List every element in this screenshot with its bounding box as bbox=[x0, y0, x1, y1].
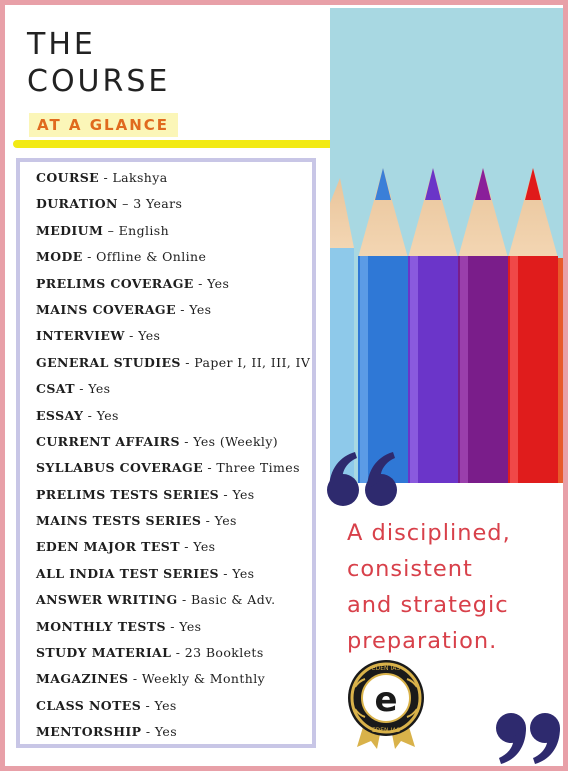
course-info-list bbox=[20, 162, 312, 751]
colored-pencils-image bbox=[330, 8, 565, 483]
info-label: ANSWER WRITING bbox=[36, 592, 178, 608]
info-row bbox=[36, 355, 312, 381]
info-separator: - bbox=[179, 539, 194, 555]
info-separator: - bbox=[203, 460, 217, 476]
info-label: COURSE bbox=[36, 170, 100, 185]
info-value: Yes bbox=[232, 565, 255, 581]
info-value: Yes bbox=[232, 486, 255, 502]
info-separator: - bbox=[141, 697, 155, 713]
heading-line-course: COURSE bbox=[27, 64, 171, 99]
info-row bbox=[36, 592, 312, 618]
info-separator: - bbox=[99, 170, 113, 185]
info-separator: - bbox=[193, 275, 208, 291]
info-label: CURRENT AFFAIRS bbox=[36, 433, 180, 449]
info-label: PRELIMS COVERAGE bbox=[36, 275, 194, 291]
info-separator: - bbox=[165, 618, 180, 634]
info-row bbox=[36, 487, 312, 513]
course-info-panel bbox=[16, 158, 316, 748]
eden-ias-seal-icon bbox=[345, 657, 427, 749]
heading-subtitle: AT A GLANCE bbox=[29, 113, 178, 137]
info-row bbox=[36, 460, 312, 486]
info-separator: - bbox=[177, 592, 191, 608]
info-label: ESSAY bbox=[36, 407, 84, 423]
info-separator: - bbox=[124, 328, 139, 344]
info-separator: - bbox=[219, 486, 233, 502]
heading-line-the: THE bbox=[27, 27, 96, 62]
info-row bbox=[36, 566, 312, 592]
info-value: Three Times bbox=[216, 460, 300, 476]
info-row bbox=[36, 408, 312, 434]
info-row bbox=[36, 645, 312, 671]
info-value: Basic & Adv. bbox=[190, 592, 276, 608]
info-label: ALL INDIA TEST SERIES bbox=[36, 565, 219, 581]
info-label: MODE bbox=[36, 249, 83, 265]
info-value: Yes bbox=[154, 697, 177, 713]
info-value: Yes bbox=[214, 513, 237, 529]
info-label: MEDIUM bbox=[36, 222, 104, 238]
info-row bbox=[36, 196, 312, 222]
info-label: GENERAL STUDIES bbox=[36, 354, 181, 370]
info-row bbox=[36, 302, 312, 328]
svg-text:EDEN IAS: EDEN IAS bbox=[371, 665, 401, 672]
info-value: Yes bbox=[193, 539, 216, 555]
info-value: Yes bbox=[138, 328, 161, 344]
info-separator: - bbox=[175, 301, 190, 317]
info-value: Yes (Weekly) bbox=[193, 433, 279, 449]
info-row bbox=[36, 381, 312, 407]
info-separator: - bbox=[128, 671, 142, 687]
info-value: Yes bbox=[189, 301, 212, 317]
info-row bbox=[36, 170, 312, 196]
info-value: 3 Years bbox=[133, 196, 183, 212]
info-separator: - bbox=[74, 381, 89, 397]
svg-text:e: e bbox=[374, 680, 398, 720]
info-label: MONTHLY TESTS bbox=[36, 618, 166, 634]
info-row bbox=[36, 513, 312, 539]
info-label: PRELIMS TESTS SERIES bbox=[36, 486, 220, 502]
info-value: 23 Booklets bbox=[184, 645, 264, 661]
info-label: STUDY MATERIAL bbox=[36, 645, 172, 661]
info-row bbox=[36, 539, 312, 565]
info-separator: – bbox=[117, 196, 134, 212]
info-row bbox=[36, 276, 312, 302]
info-separator: - bbox=[141, 724, 155, 740]
info-row bbox=[36, 434, 312, 460]
info-separator: - bbox=[179, 433, 194, 449]
info-value: Lakshya bbox=[112, 170, 168, 185]
info-row bbox=[36, 223, 312, 249]
info-row bbox=[36, 671, 312, 697]
info-value: Yes bbox=[154, 724, 178, 740]
info-value: Yes bbox=[88, 381, 111, 397]
info-label: CLASS NOTES bbox=[36, 697, 142, 713]
info-row bbox=[36, 328, 312, 354]
quote-text: A disciplined, consistent and strategic preparation. bbox=[347, 520, 511, 654]
info-label: MAINS COVERAGE bbox=[36, 301, 176, 317]
info-separator: - bbox=[218, 565, 233, 581]
info-separator: - bbox=[171, 645, 185, 661]
svg-text:EDEN IAS: EDEN IAS bbox=[371, 727, 401, 734]
info-row bbox=[36, 724, 312, 750]
info-label: MENTORSHIP bbox=[36, 724, 142, 740]
info-value: Yes bbox=[179, 618, 202, 634]
info-separator: - bbox=[180, 354, 195, 370]
info-row bbox=[36, 249, 312, 275]
info-separator: – bbox=[103, 222, 119, 238]
info-label: MAINS TESTS SERIES bbox=[36, 513, 202, 529]
info-label: EDEN MAJOR TEST bbox=[36, 539, 180, 555]
info-row bbox=[36, 698, 312, 724]
info-value: Paper I, II, III, IV bbox=[194, 354, 311, 370]
info-value: English bbox=[118, 222, 170, 238]
close-quote-icon bbox=[493, 710, 565, 765]
info-row bbox=[36, 619, 312, 645]
info-separator: - bbox=[83, 407, 97, 423]
info-separator: - bbox=[82, 249, 97, 265]
info-label: DURATION bbox=[36, 196, 118, 212]
open-quote-icon bbox=[325, 450, 405, 510]
info-value: Yes bbox=[96, 407, 119, 423]
info-label: INTERVIEW bbox=[36, 328, 125, 344]
info-label: MAGAZINES bbox=[36, 671, 129, 687]
info-value: Weekly & Monthly bbox=[141, 671, 266, 687]
info-label: SYLLABUS COVERAGE bbox=[36, 460, 204, 476]
pencil-orange-edge bbox=[558, 258, 565, 483]
info-label: CSAT bbox=[36, 381, 75, 397]
info-separator: - bbox=[201, 513, 215, 529]
info-value: Yes bbox=[207, 275, 230, 291]
info-value: Offline & Online bbox=[96, 249, 207, 265]
